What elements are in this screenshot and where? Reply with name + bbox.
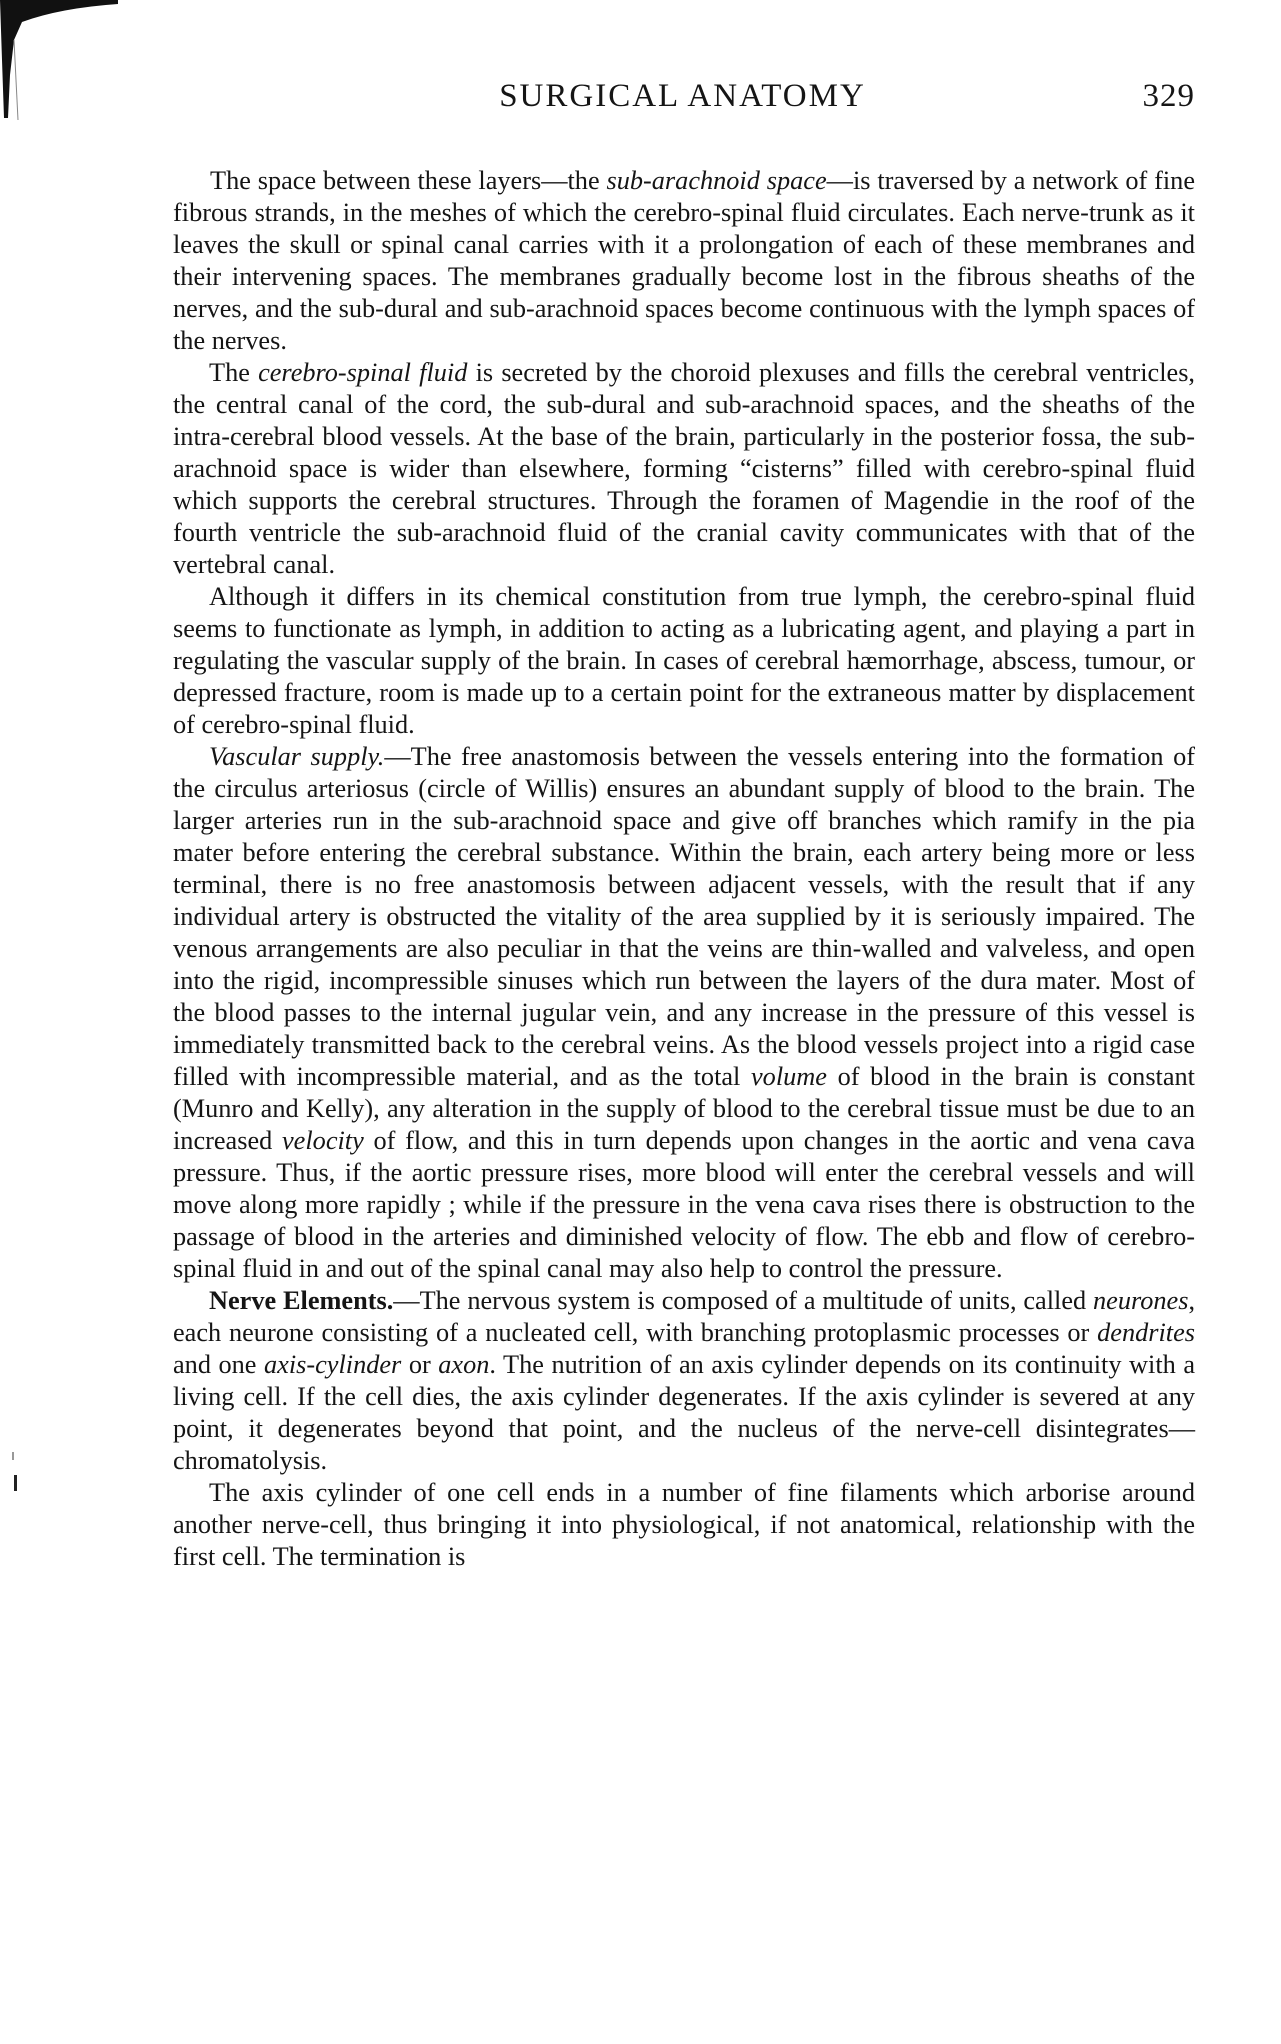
paragraph — [173, 165, 1195, 357]
paragraph — [173, 357, 1195, 581]
text-run: or — [401, 1350, 439, 1379]
text-run: The — [209, 358, 259, 387]
italic-text: axon — [438, 1350, 490, 1379]
text-run: . The nutrition of an axis cylinder depends on its continuity with a living cell. If the cell dies, the axis cylinder degenerates. If the axis cylinder is severed at any point, it degenerates beyond that point, and the nucleus of the nerve-cell disintegrates—chromatolysis. — [173, 1350, 1195, 1475]
paragraph — [173, 741, 1195, 1285]
text-run: Although it differs in its chemical constitution from true lymph, the cerebro-spinal fluid seems to functionate as lymph, in addition to acting as a lubricating agent, and playing a part in regulating the vascular supply of the brain. In cases of cerebral hæmorrhage, abscess, tumour, or depressed fracture, room is made up to a certain point for the extraneous matter by displacement of cerebro-spinal fluid. — [173, 582, 1195, 739]
page-header — [170, 78, 1195, 128]
italic-text: neurones — [1093, 1286, 1189, 1315]
text-run: —The free anastomosis between the vessels entering into the formation of the circulus arteriosus (circle of Willis) ensures an abundant supply of blood to the brain. The larger arteries run in the sub-arachnoid space and give off branches which ramify in the pia mater before entering the cerebral substance. Within the brain, each artery being more or less terminal, there is no free anastomosis between adjacent vessels, with the result that if any individual artery is obstructed the vitality of the area supplied by it is seriously impaired. The venous arrangements are also peculiar in that the veins are thin-walled and valveless, and open into the rigid, incompressible sinuses which run between the layers of the dura mater. Most of the blood passes to the internal jugular vein, and any increase in the pressure of this vessel is immediately transmitted back to the cerebral veins. As the blood vessels project into a rigid case filled with incompressible material, and as the total — [173, 742, 1195, 1091]
italic-text: cerebro-spinal fluid — [258, 358, 468, 387]
text-run: The space between these layers—the — [210, 166, 607, 195]
italic-text: Vascular supply. — [209, 742, 385, 771]
text-run: of flow, and this in turn depends upon changes in the aortic and vena cava pressure. Thus, if the aortic pressure rises, more blood will enter the cerebral vessels and will move along more rapidly ; while if the pressure in the vena cava rises there is obstruction to the passage of blood in the arteries and diminished velocity of flow. The ebb and flow of cerebro-spinal fluid in and out of the spinal canal may also help to control the pressure. — [173, 1126, 1196, 1283]
margin-speck — [12, 1452, 14, 1460]
text-run: The axis cylinder of one cell ends in a number of fine filaments which arborise around another nerve-cell, thus bringing it into physiological, if not anatomical, relationship with the first cell. The termination is — [173, 1478, 1195, 1571]
scan-corner-mark — [0, 0, 130, 120]
italic-text: axis-cylinder — [264, 1350, 402, 1379]
text-run: —is traversed by a network of fine fibrous strands, in the meshes of which the cerebro-spinal fluid circulates. Each nerve-trunk as it leaves the skull or spinal canal carries with it a prolongation of each of these membranes and their intervening spaces. The membranes gradually become lost in the fibrous sheaths of the nerves, and the sub-dural and sub-arachnoid spaces become continuous with the lymph spaces of the nerves. — [173, 166, 1195, 355]
margin-speck — [14, 1475, 17, 1491]
body-text — [173, 165, 1195, 1573]
italic-text: volume — [751, 1062, 827, 1091]
paragraph — [173, 1285, 1195, 1477]
text-run: —The nervous system is composed of a multitude of units, called — [393, 1286, 1093, 1315]
paragraph — [173, 581, 1195, 741]
text-run: is secreted by the choroid plexuses and fills the cerebral ventricles, the central canal of the cord, the sub-dural and sub-arachnoid spaces, and the sheaths of the intra-cerebral blood vessels. At the base of the brain, particularly in the posterior fossa, the sub-arachnoid space is wider than elsewhere, forming “cisterns” filled with cerebro-spinal fluid which supports the cerebral structures. Through the foramen of Magendie in the roof of the fourth ventricle the sub-arachnoid fluid of the cranial cavity communicates with that of the vertebral canal. — [173, 358, 1195, 579]
text-run: , each neurone consisting of a nucleated cell, with branching protoplasmic processes or — [173, 1286, 1196, 1347]
italic-text: velocity — [282, 1126, 364, 1155]
italic-text: dendrites — [1097, 1318, 1195, 1347]
text-run: and one — [173, 1350, 265, 1379]
bold-heading: Nerve Elements. — [209, 1286, 394, 1315]
page-number: 329 — [1142, 78, 1195, 114]
text-run: of blood in the brain is constant (Munro and Kelly), any alteration in the supply of blood to the cerebral tissue must be due to an increased — [173, 1062, 1195, 1155]
paragraph — [173, 1477, 1195, 1573]
running-title: SURGICAL ANATOMY — [499, 78, 866, 114]
italic-text: sub-arachnoid space — [606, 166, 827, 195]
